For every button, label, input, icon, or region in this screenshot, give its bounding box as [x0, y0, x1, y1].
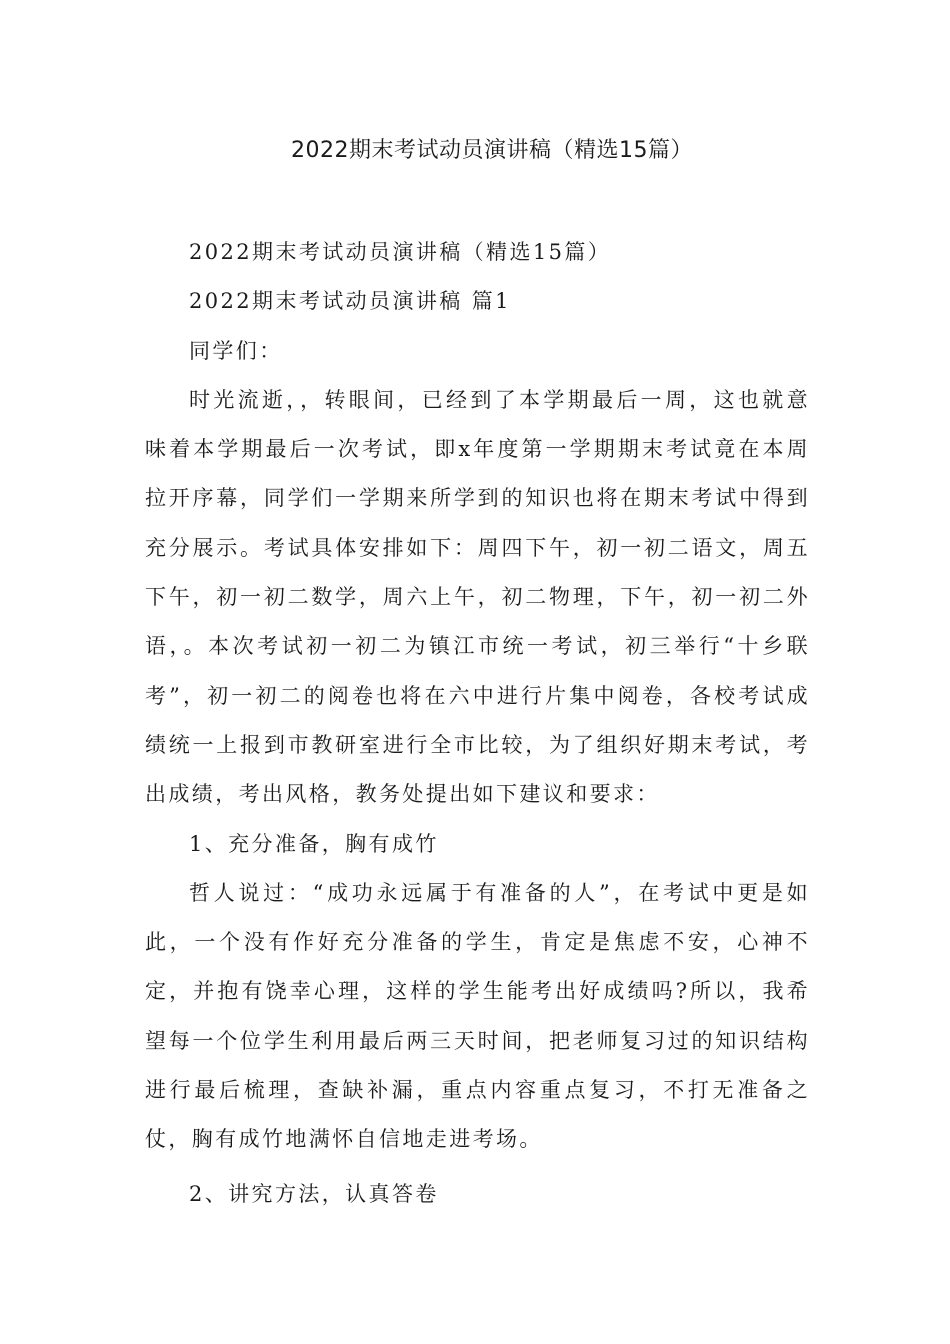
- paragraph-subheading: 2022期末考试动员演讲稿 篇1: [189, 289, 511, 314]
- paragraph-heading: 2022期末考试动员演讲稿（精选15篇）: [189, 240, 612, 264]
- paragraph-section-1: 哲人说过：“成功永远属于有准备的人”，在考试中更是如此，一个没有作好充分准备的学生，肯定是焦虑不安，心神不定，并抱有饶幸心理，这样的学生能考出好成绩吗?所以，我希望每一个位学生利用最后两三天时间，把老师复习过的知识结构进行最后梳理，查缺补漏，重点内容重点复习，不打无准备之仗，胸有成竹地满怀自信地走进考场。: [145, 880, 810, 1152]
- paragraph-intro: 时光流逝，，转眼间，已经到了本学期最后一周，这也就意味着本学期最后一次考试，即x年度第一学期期末考试竟在本周拉开序幕，同学们一学期来所学到的知识也将在期末考试中得到充分展示。考试具体安排如下：周四下午，初一初二语文，周五下午，初一初二数学，周六上午，初二物理，下午，初一初二外语，。本次考试初一初二为镇江市统一考试，初三举行“十乡联考”，初一初二的阅卷也将在六中进行片集中阅卷，各校考试成绩统一上报到市教研室进行全市比较，为了组织好期末考试，考出成绩，考出风格，教务处提出如下建议和要求：: [145, 387, 810, 807]
- document-body: [145, 228, 810, 1219]
- section-heading-2: 2、讲究方法，认真答卷: [189, 1181, 439, 1206]
- document-title: 2022期末考试动员演讲稿（精选15篇）: [291, 138, 693, 163]
- paragraph-salutation: 同学们：: [189, 338, 283, 363]
- section-heading-1: 1、充分准备，胸有成竹: [189, 831, 439, 856]
